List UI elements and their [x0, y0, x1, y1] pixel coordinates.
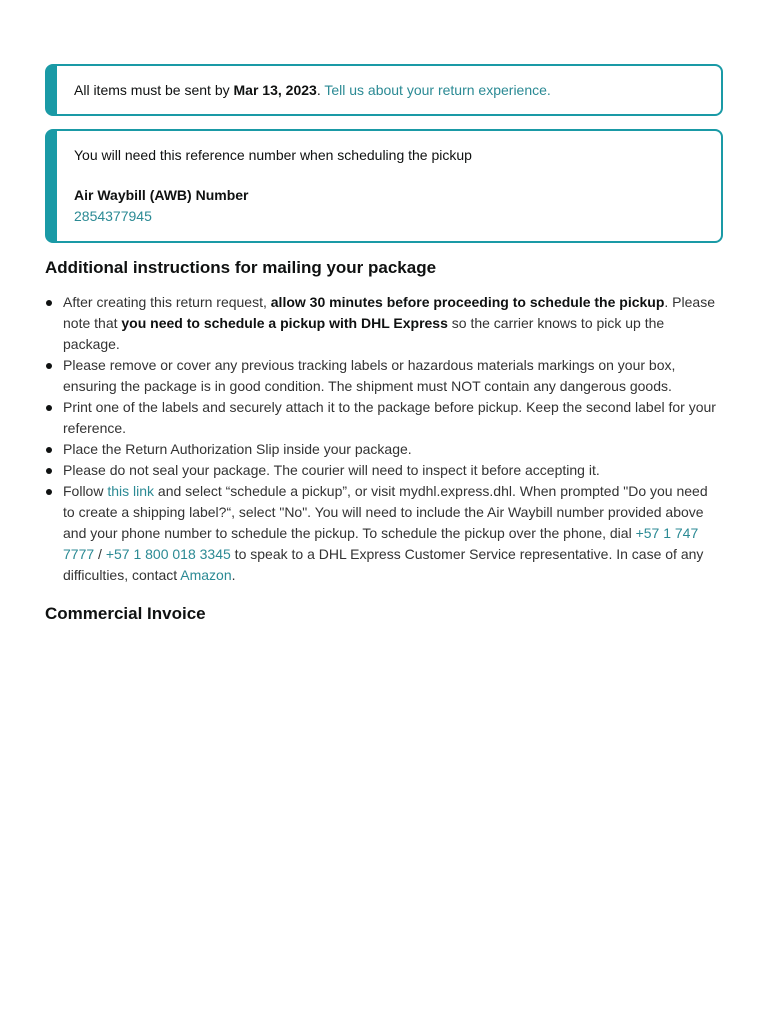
instruction-text: Print one of the labels and securely attach it to the package before pickup. Keep the second label for your reference.	[63, 399, 716, 436]
bullet-icon	[46, 405, 52, 411]
commercial-invoice-heading: Commercial Invoice	[45, 604, 206, 623]
instruction-item-slip	[45, 439, 723, 460]
instruction-text: to speak to a DHL Express Customer Service representative. In case of any difficulties, contact	[63, 546, 704, 583]
phone-link-secondary[interactable]: +57 1 800 018 3345	[105, 546, 231, 562]
instruction-text: so the carrier knows to pick up the package.	[63, 315, 665, 352]
deadline-prefix: All items must be sent by	[74, 82, 234, 98]
instruction-text: .	[231, 567, 236, 583]
bullet-icon	[46, 447, 52, 453]
instruction-text: and select “schedule a pickup”, or visit mydhl.express.dhl. When prompted "Do you need to create a shipping label?“, select "No". You will need to include the Air Waybill number provided above and your phone number to schedule the pickup. To schedule the pickup over the phone, dial	[63, 483, 708, 541]
instruction-emphasis-wait: allow 30 minutes before proceeding to schedule the pickup	[270, 294, 665, 310]
instruction-item-pickup	[45, 481, 723, 586]
phone-separator: /	[94, 546, 106, 562]
instruction-text: Follow	[63, 483, 108, 499]
instruction-text: After creating this return request,	[63, 294, 271, 310]
reference-number-alert	[45, 129, 723, 243]
bullet-icon	[46, 468, 52, 474]
bullet-icon	[46, 300, 52, 306]
instructions-heading: Additional instructions for mailing your package	[45, 258, 437, 277]
instruction-text: Please remove or cover any previous tracking labels or hazardous materials markings on your box, ensuring the package is in good condition. The shipment must NOT contain any dangerous goods.	[63, 357, 676, 394]
instruction-text: . Please note that	[63, 294, 715, 331]
deadline-date: Mar 13, 2023	[233, 82, 317, 98]
this-link[interactable]: this link	[107, 483, 155, 499]
awb-number-link[interactable]: 2854377945	[74, 208, 152, 224]
instruction-item-wait	[45, 292, 723, 355]
instruction-item-labels	[45, 355, 723, 397]
bullet-icon	[46, 489, 52, 495]
instruction-item-seal	[45, 460, 723, 481]
deadline-alert	[45, 64, 723, 116]
instruction-emphasis-schedule: you need to schedule a pickup with DHL Express	[121, 315, 448, 331]
amazon-contact-link[interactable]: Amazon	[180, 567, 232, 583]
phone-link-primary[interactable]: +57 1 747 7777	[63, 525, 699, 562]
instruction-text: Place the Return Authorization Slip inside your package.	[63, 441, 412, 457]
instruction-item-print	[45, 397, 723, 439]
instruction-text: Please do not seal your package. The courier will need to inspect it before accepting it.	[63, 462, 600, 478]
reference-intro: You will need this reference number when scheduling the pickup	[74, 147, 472, 163]
awb-label: Air Waybill (AWB) Number	[74, 187, 249, 203]
instructions-list	[45, 292, 723, 586]
bullet-icon	[46, 363, 52, 369]
return-feedback-link[interactable]: Tell us about your return experience.	[324, 82, 551, 98]
deadline-period: .	[316, 82, 325, 98]
